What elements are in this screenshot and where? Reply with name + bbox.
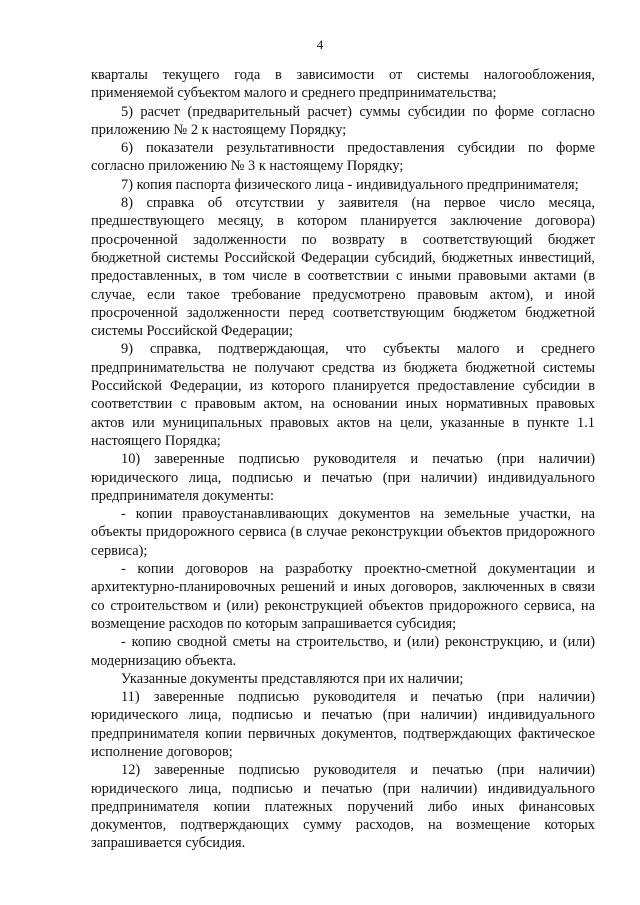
paragraph: - копии правоустанавливающих документов на земельные участки, на объекты придорожного сервиса (в случае реконструкции объектов придорожного сервиса); xyxy=(91,506,595,559)
paragraph: 8) справка об отсутствии у заявителя (на первое число месяца, предшествующего месяцу, в котором планируется заключение договора) просроченной задолженности по возврату в соответствующий бюджет бюджетной системы Российской Федерации субсидий, бюджетных инвестиций, предоставленных, в том числе в соответствии с иными правовыми актами (в случае, если такое требование предусмотрено правовым актом), и иной просроченной задолженности перед соответствующим бюджетом бюджетной системы Российской Федерации; xyxy=(91,195,595,340)
paragraph: 10) заверенные подписью руководителя и печатью (при наличии) юридического лица, подписью и печатью (при наличии) индивидуального предпринимателя документы: xyxy=(91,451,595,504)
paragraph: 11) заверенные подписью руководителя и печатью (при наличии) юридического лица, подписью и печатью (при наличии) индивидуального предпринимателя копии первичных документов, подтверждающих фактическое исполнение договоров; xyxy=(91,689,595,760)
paragraph: 9) справка, подтверждающая, что субъекты малого и среднего предпринимательства не получают средства из бюджета бюджетной системы Российской Федерации, из которого планируется предоставление субсидии в соответствии с правовым актом, на основании иных нормативных правовых актов или муниципальных правовых актов на цели, указанные в пункте 1.1 настоящего Порядка; xyxy=(91,341,595,449)
paragraph: - копии договоров на разработку проектно-сметной документации и архитектурно-планировочных решений и иных договоров, заключенных в связи со строительством и (или) реконструкцией объектов придорожного сервиса, на возмещение расходов по которым запрашивается субсидия; xyxy=(91,561,595,632)
paragraph: 6) показатели результативности предоставления субсидии по форме согласно приложению № 3 к настоящему Порядку; xyxy=(91,140,595,175)
paragraph: кварталы текущего года в зависимости от системы налогообложения, применяемой субъектом малого и среднего предпринимательства; xyxy=(91,67,595,102)
document-body xyxy=(91,66,595,853)
paragraph: Указанные документы представляются при их наличии; xyxy=(121,670,464,687)
paragraph: 7) копия паспорта физического лица - индивидуального предпринимателя; xyxy=(121,176,579,193)
page-number: 4 xyxy=(316,37,324,52)
paragraph: 12) заверенные подписью руководителя и печатью (при наличии) юридического лица, подписью и печатью (при наличии) индивидуального предпринимателя копии платежных поручений либо иных финансовых документов, подтверждающих сумму расходов, на возмещение которых запрашивается субсидия. xyxy=(91,762,595,852)
paragraph: 5) расчет (предварительный расчет) суммы субсидии по форме согласно приложению № 2 к настоящему Порядку; xyxy=(91,103,595,138)
paragraph: - копию сводной сметы на строительство, и (или) реконструкцию, и (или) модернизацию объекта. xyxy=(91,634,595,669)
